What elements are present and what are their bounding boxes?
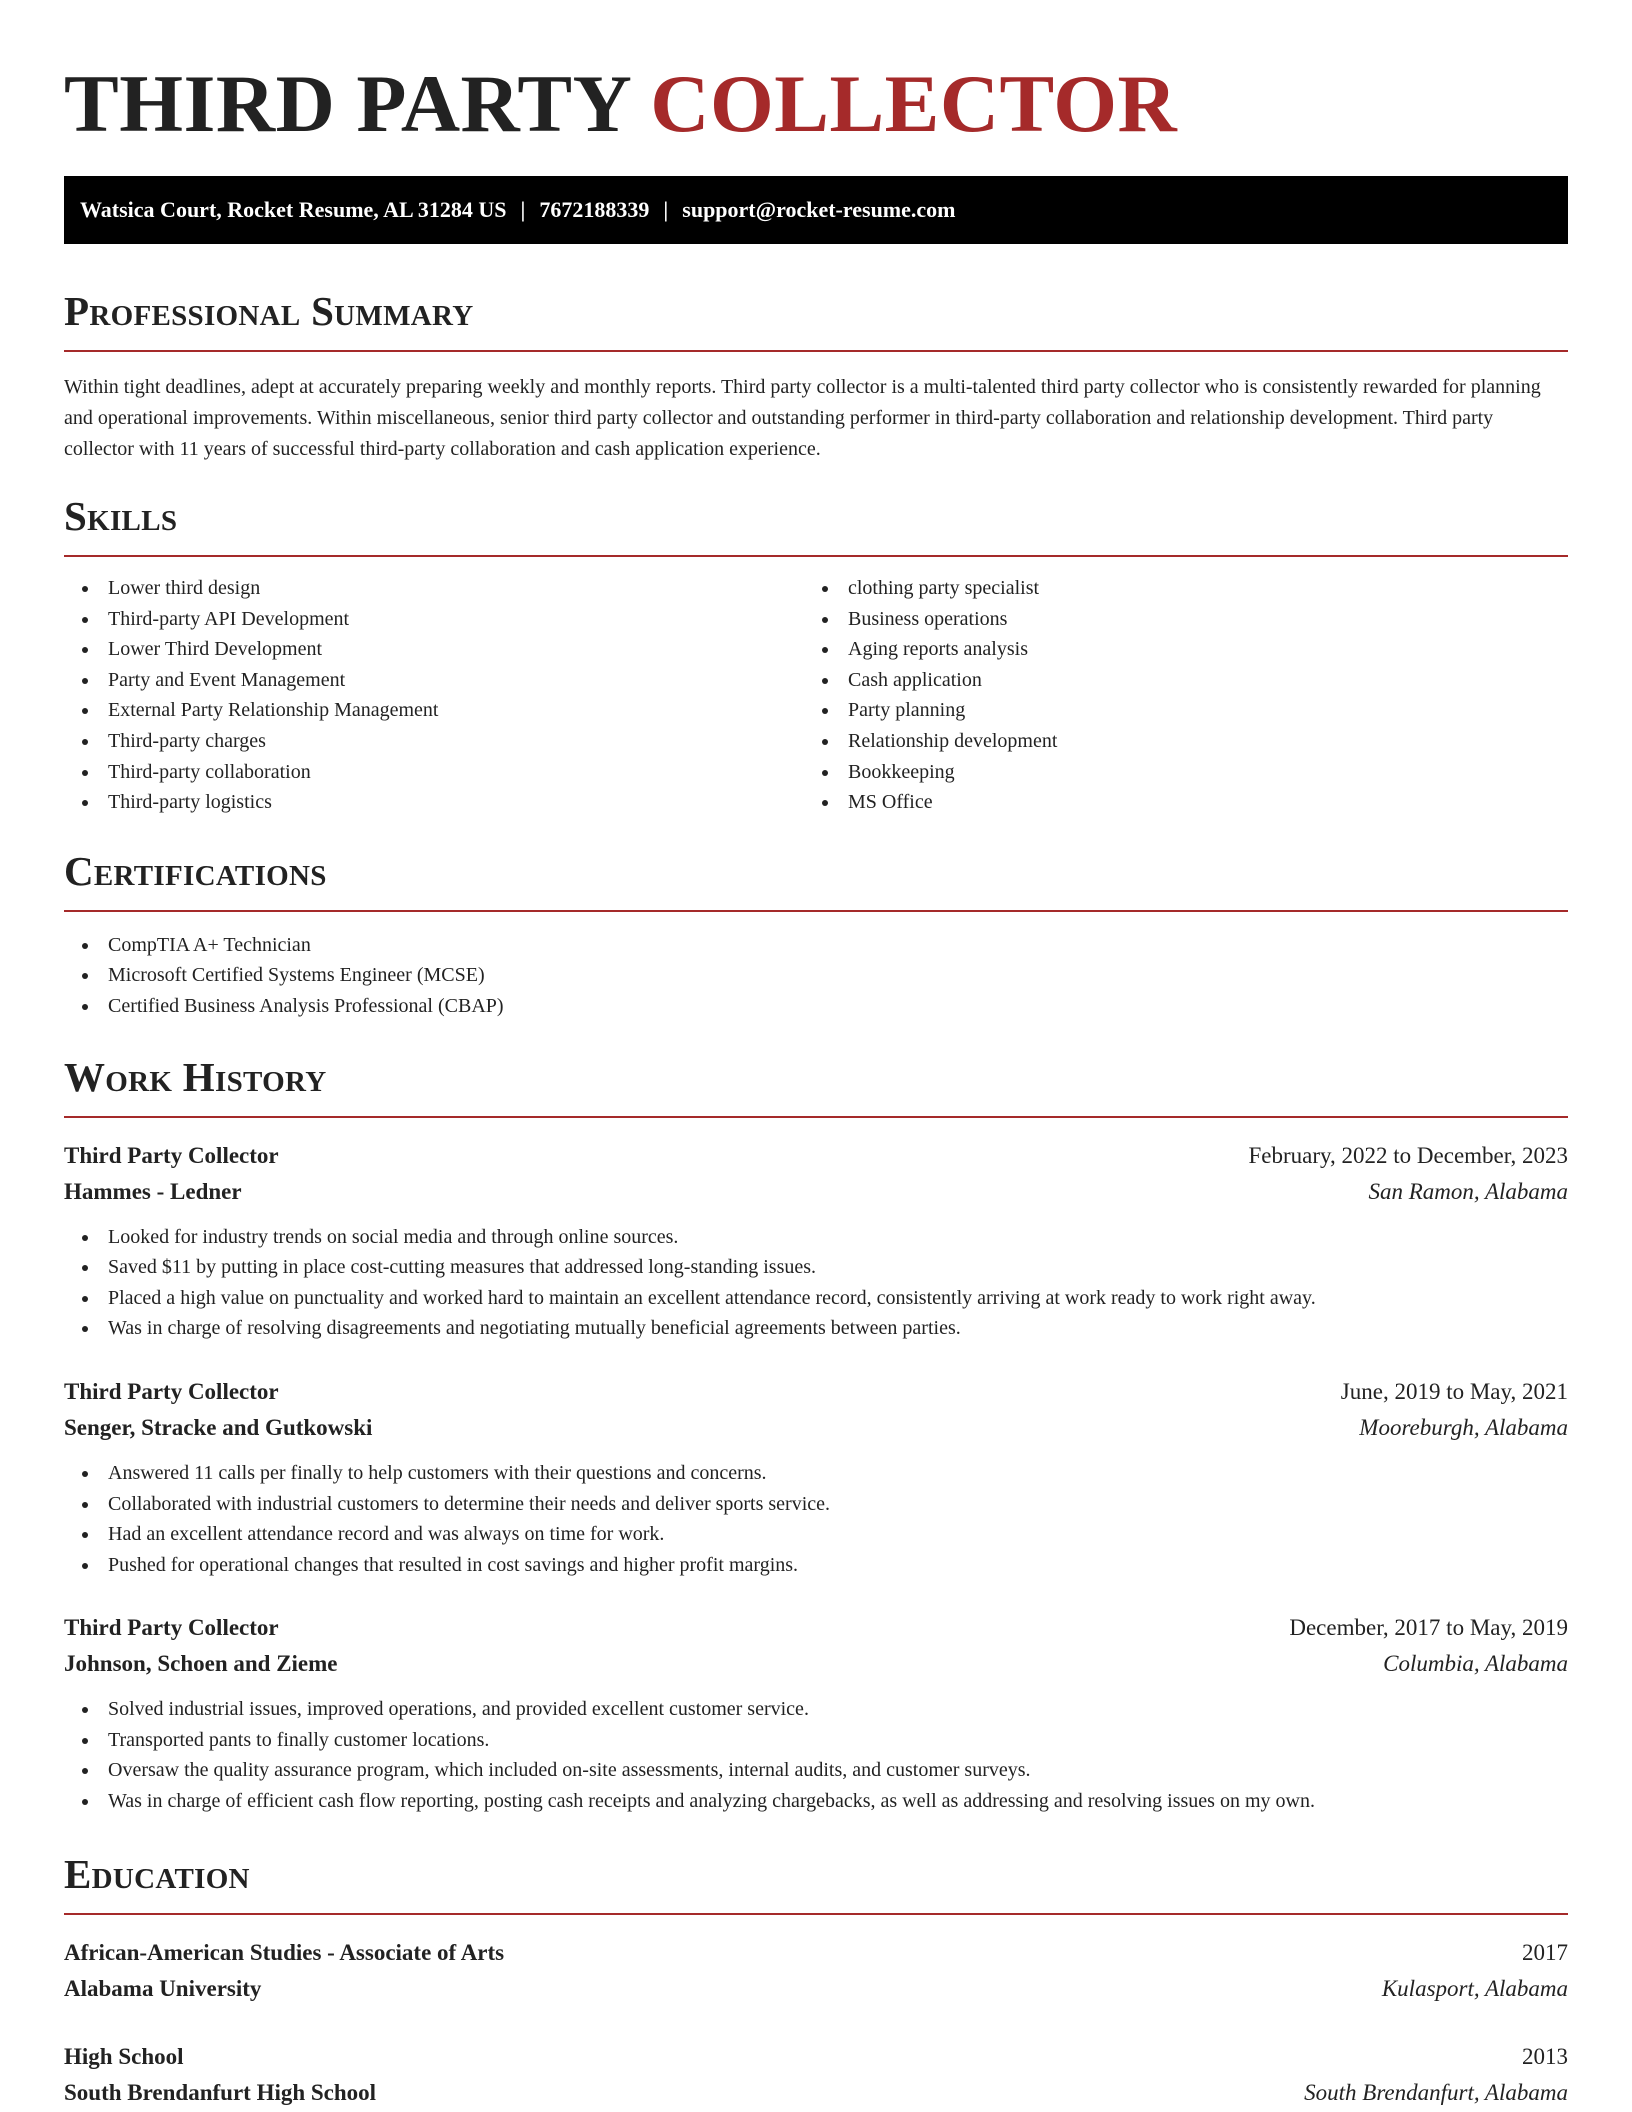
job-location: Mooreburgh, Alabama [1359,1414,1568,1440]
job-bullet: Transported pants to finally customer locations. [64,1725,1568,1756]
job-bullets [64,1694,1568,1816]
certification-item: CompTIA A+ Technician [64,930,1568,961]
contact-phone: 7672188339 [539,197,650,222]
job-company: Johnson, Schoen and Zieme [64,1651,338,1677]
job-entry [64,1138,1568,1344]
skills-grid [64,573,1568,818]
job-bullet: Placed a high value on punctuality and worked hard to maintain an excellent attendance record, consistently arriving at work ready to work right away. [64,1283,1568,1314]
skill-item: Cash application [804,665,1544,696]
education-year: 2017 [1522,1939,1568,1965]
job-bullets [64,1222,1568,1344]
job-dates: February, 2022 to December, 2023 [1248,1142,1568,1168]
skill-item: Party and Event Management [64,665,804,696]
job-bullet: Was in charge of resolving disagreements and negotiating mutually beneficial agreements between parties. [64,1313,1568,1344]
job-entry [64,1374,1568,1580]
skill-item: Lower Third Development [64,634,804,665]
skill-item: Third-party charges [64,726,804,757]
education-degree: African-American Studies - Associate of Arts [64,1939,505,1965]
education-location: South Brendanfurt, Alabama [1304,2079,1568,2105]
education-degree: High School [64,2043,184,2069]
skill-item: Party planning [804,695,1544,726]
job-bullet: Collaborated with industrial customers to determine their needs and deliver sports service. [64,1489,1568,1520]
section-divider [64,1116,1568,1118]
skill-item: clothing party specialist [804,573,1544,604]
professional-summary-section [64,288,1568,465]
education-entry [64,2039,1568,2111]
job-bullet: Oversaw the quality assurance program, which included on-site assessments, internal audits, and customer surveys. [64,1755,1568,1786]
work-history-section [64,1054,1568,1817]
education-school: Alabama University [64,1975,262,2001]
skill-item: Business operations [804,604,1544,635]
section-divider [64,555,1568,557]
job-bullet: Solved industrial issues, improved operations, and provided excellent customer service. [64,1694,1568,1725]
education-year: 2013 [1522,2043,1568,2069]
skill-item: Third-party logistics [64,787,804,818]
name-last: COLLECTOR [650,58,1178,149]
skill-item: MS Office [804,787,1544,818]
job-role: Third Party Collector [64,1378,279,1404]
contact-bar [64,176,1568,244]
section-title-summary: Professional Summary [64,288,474,334]
job-entry [64,1610,1568,1816]
job-bullet: Answered 11 calls per finally to help customers with their questions and concerns. [64,1458,1568,1489]
contact-address: Watsica Court, Rocket Resume, AL 31284 US [80,197,507,222]
education-entry [64,1935,1568,2007]
section-title-education: Education [64,1850,250,1897]
section-divider [64,350,1568,352]
skill-item: Bookkeeping [804,757,1544,788]
skill-item: External Party Relationship Management [64,695,804,726]
certification-item: Microsoft Certified Systems Engineer (MCSE) [64,960,1568,991]
job-bullets [64,1458,1568,1580]
skill-item: Third-party collaboration [64,757,804,788]
certification-item: Certified Business Analysis Professional (CBAP) [64,991,1568,1022]
contact-email: support@rocket-resume.com [682,197,956,222]
job-role: Third Party Collector [64,1142,279,1168]
job-location: Columbia, Alabama [1383,1651,1568,1677]
skill-item: Aging reports analysis [804,634,1544,665]
job-role: Third Party Collector [64,1615,279,1641]
skills-list-left [64,573,804,818]
section-title-certifications: Certifications [64,847,327,894]
contact-separator: | [663,197,669,222]
job-bullet: Looked for industry trends on social media and through online sources. [64,1222,1568,1253]
job-bullet: Saved $11 by putting in place cost-cutting measures that addressed long-standing issues. [64,1252,1568,1283]
summary-text: Within tight deadlines, adept at accurately preparing weekly and monthly reports. Third party collector is a multi-talented third party collector who is consistently rewarded for planning and operational improvements. Within miscellaneous, senior third party collector and outstanding performer in third-party collaboration and relationship development. Third party collector with 11 years of successful third-party collaboration and cash application experience. [64,376,1541,460]
section-divider [64,1913,1568,1915]
job-dates: December, 2017 to May, 2019 [1289,1615,1568,1641]
job-dates: June, 2019 to May, 2021 [1340,1378,1568,1404]
resume-name [64,0,1568,160]
certifications-list [64,930,1568,1022]
education-section [64,1851,1568,2111]
contact-separator: | [520,197,526,222]
job-company: Senger, Stracke and Gutkowski [64,1414,373,1440]
skill-item: Relationship development [804,726,1544,757]
skills-list-right [804,573,1544,818]
job-company: Hammes - Ledner [64,1178,242,1204]
education-location: Kulasport, Alabama [1381,1975,1568,2001]
skill-item: Third-party API Development [64,604,804,635]
name-first: THIRD PARTY [64,58,630,149]
job-location: San Ramon, Alabama [1368,1178,1568,1204]
section-title-work-history: Work History [64,1053,327,1100]
section-divider [64,910,1568,912]
education-school: South Brendanfurt High School [64,2079,377,2105]
skill-item: Lower third design [64,573,804,604]
skills-section [64,493,1568,818]
certifications-section [64,848,1568,1022]
job-bullet: Was in charge of efficient cash flow reporting, posting cash receipts and analyzing chargebacks, as well as addressing and resolving issues on my own. [64,1786,1568,1817]
job-bullet: Pushed for operational changes that resulted in cost savings and higher profit margins. [64,1550,1568,1581]
section-title-skills: Skills [64,493,178,539]
job-bullet: Had an excellent attendance record and was always on time for work. [64,1519,1568,1550]
